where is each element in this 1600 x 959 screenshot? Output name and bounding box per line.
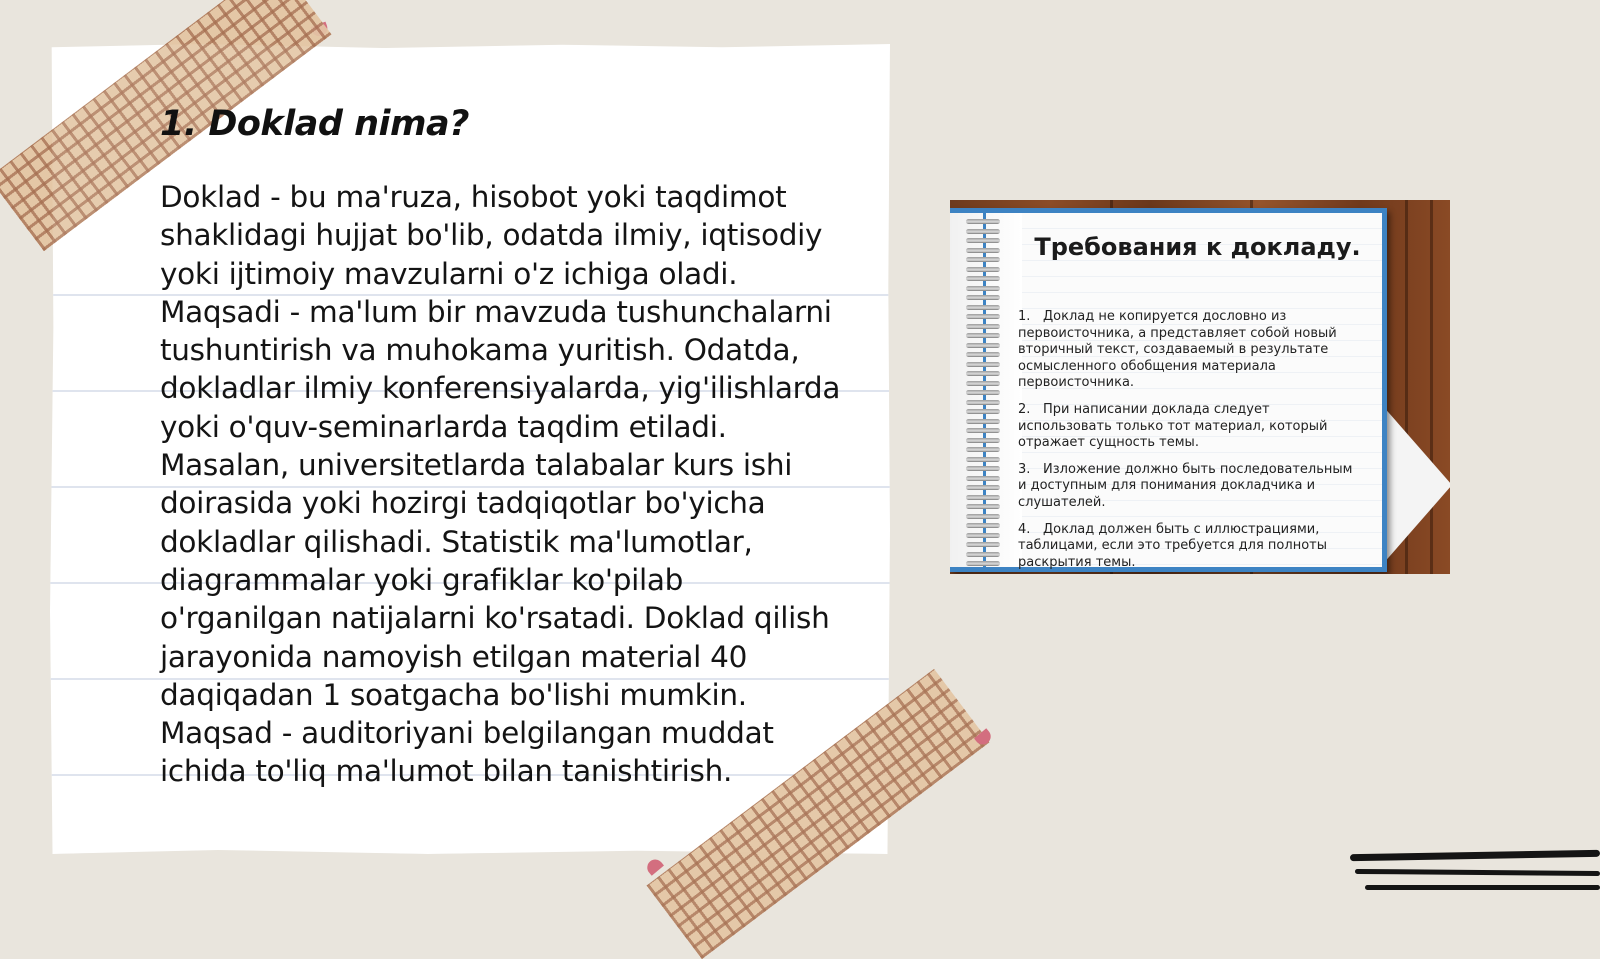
scribble-line: [1355, 869, 1600, 876]
spiral-ring: [966, 229, 1000, 234]
spiral-ring: [966, 324, 1000, 329]
requirement-number: 3.: [1018, 461, 1031, 477]
requirement-number: 1.: [1018, 309, 1031, 324]
spiral-ring: [966, 542, 1000, 547]
spiral-ring: [966, 504, 1000, 509]
slide-body-text: Doklad - bu ma'ruza, hisobot yoki taqdimot shaklidagi hujjat bo'lib, odatda ilmiy, iqtisodiy yoki ijtimoiy mavzularni o'z ichiga oladi. Maqsadi - ma'lum bir mavzuda tushunchalarni tushuntirish va muhokama yuritish. Odatda, dokladlar ilmiy konferensiyalarda, yig'ilishlarda yoki o'quv-seminarlarda taqdim etiladi. Masalan, universitetlarda talabalar kurs ishi doirasida yoki hozirgi tadqiqotlar bo'yicha dokladlar qilishadi. Statistik ma'lumotlar, diagrammalar yoki grafiklar ko'pilab o'rganilgan natijalarni ko'rsatadi. Doklad qilish jarayonida namoyish etilgan material 40 daqiqadan 1 soatgacha bo'lishi mumkin. Maqsad - auditoriyani belgilangan muddat ichida to'liq ma'lumot bilan tanishtirish.: [160, 180, 841, 789]
spiral-ring: [966, 295, 1000, 300]
requirements-list: [1018, 309, 1354, 574]
spiral-ring: [966, 305, 1000, 310]
spiral-ring: [966, 390, 1000, 395]
requirement-number: 2.: [1018, 401, 1031, 417]
requirement-text: При написании доклада следует использовать только тот материал, который отражает сущность темы.: [1018, 401, 1328, 451]
spiral-ring: [966, 447, 1000, 452]
requirement-item: [1018, 462, 1354, 512]
spiral-ring: [966, 343, 1000, 348]
requirement-item: [1018, 522, 1354, 572]
spiral-ring: [966, 352, 1000, 357]
spiral-ring: [966, 371, 1000, 376]
spiral-ring: [966, 276, 1000, 281]
paper-corner: [1382, 405, 1450, 565]
spiral-ring: [966, 561, 1000, 566]
spiral-ring: [966, 523, 1000, 528]
requirement-item: [1018, 309, 1354, 392]
spiral-binding: [950, 213, 1022, 567]
tape-tip-icon: [644, 856, 664, 875]
spiral-ring: [966, 248, 1000, 253]
requirement-text: Доклад должен быть с иллюстрациями, таблицами, если это требуется для полноты раскрытия темы.: [1018, 521, 1327, 570]
spiral-ring: [966, 238, 1000, 243]
spiral-ring: [966, 257, 1000, 262]
spiral-ring: [966, 333, 1000, 338]
spiral-ring: [966, 219, 1000, 224]
spiral-ring: [966, 438, 1000, 443]
spiral-ring: [966, 267, 1000, 272]
requirement-text: Изложение должно быть последовательным и доступным для понимания докладчика и слушателей.: [1018, 461, 1353, 510]
spiral-ring: [966, 286, 1000, 291]
spiral-ring: [966, 466, 1000, 471]
spiral-ring: [966, 514, 1000, 519]
requirement-item: [1018, 402, 1354, 452]
spiral-ring: [966, 457, 1000, 462]
scribble-line: [1365, 885, 1600, 890]
requirement-text: Доклад не копируется дословно из первоисточника, а представляет собой новый вторичный текст, создаваемый в результате осмысленного обобщения материала первоисточника.: [1018, 309, 1337, 391]
spiral-ring: [966, 533, 1000, 538]
spiral-ring: [966, 495, 1000, 500]
notebook-page: [950, 208, 1387, 572]
spiral-ring: [966, 485, 1000, 490]
spiral-ring: [966, 409, 1000, 414]
spiral-ring: [966, 476, 1000, 481]
slide-heading: 1. Doklad nima?: [160, 104, 469, 144]
spiral-ring: [966, 314, 1000, 319]
spiral-ring: [966, 400, 1000, 405]
scribble-line: [1350, 850, 1600, 861]
spiral-ring: [966, 419, 1000, 424]
text-content: [160, 104, 850, 791]
spiral-ring: [966, 381, 1000, 386]
notebook-title: Требования к докладу.: [1034, 233, 1361, 261]
spiral-ring: [966, 552, 1000, 557]
requirement-number: 4.: [1018, 521, 1031, 537]
spiral-ring: [966, 362, 1000, 367]
notebook-image: [950, 200, 1450, 574]
spiral-ring: [966, 428, 1000, 433]
